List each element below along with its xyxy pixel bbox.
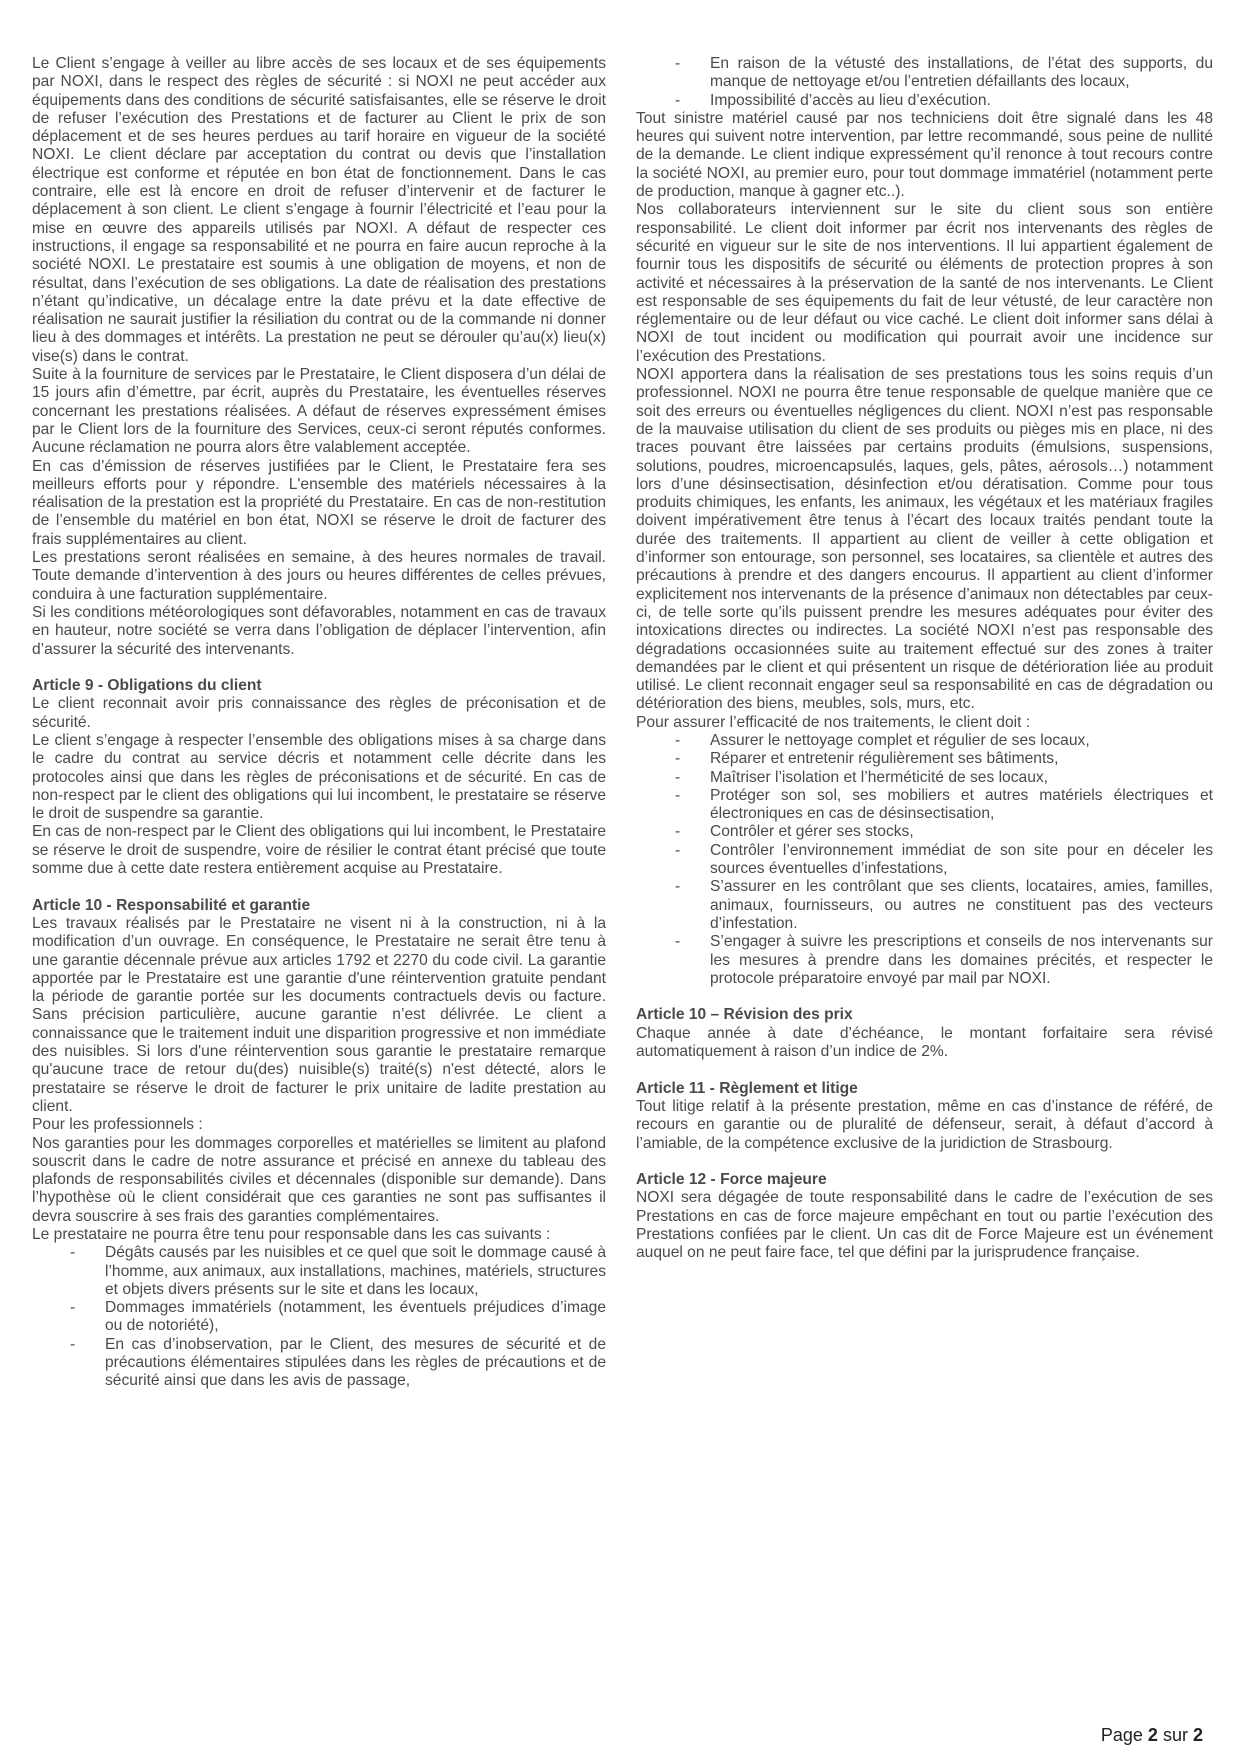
- list-item: - En raison de la vétusté des installations, de l’état des supports, du manque de nettoyage et/ou l’entretien défaillants des locaux,: [636, 55, 1213, 92]
- paragraph: Les prestations seront réalisées en semaine, à des heures normales de travail. Toute demande d’intervention à des jours ou heures différentes de celles prévues, conduira à une facturation supplémentaire.: [32, 549, 606, 603]
- paragraph: Suite à la fourniture de services par le Prestataire, le Client disposera d’un délai de 15 jours afin d’émettre, par écrit, auprès du Prestataire, les éventuelles réserves concernant les prestations réalisées. A défaut de réserves expressément émises par le Client lors de la fourniture des Services, ceux-ci seront réputés conformes. Aucune réclamation ne pourra alors être valablement acceptée.: [32, 366, 606, 457]
- paragraph: Tout litige relatif à la présente prestation, même en cas d’instance de référé, de recours en garantie ou de pluralité de défenseur, serait, à défaut d’accord à l’amiable, de la compétence exclusive de la juridiction de Strasbourg.: [636, 1097, 1213, 1152]
- article-12-heading: Article 12 - Force majeure: [636, 1171, 827, 1189]
- paragraph: En cas de non-respect par le Client des obligations qui lui incombent, le Prestataire se réserve le droit de suspendre, voire de résilier le contrat étant précisé que toute somme due à cette date restera entièrement acquise au Prestataire.: [32, 823, 606, 878]
- article-11-heading: Article 11 - Règlement et litige: [636, 1079, 858, 1097]
- paragraph: Le prestataire ne pourra être tenu pour responsable dans les cas suivants :: [32, 1226, 551, 1243]
- paragraph: Tout sinistre matériel causé par nos techniciens doit être signalé dans les 48 heures qui suivent notre intervention, par lettre recommandé, sous peine de nullité de la demande. Le client indique expressément qu’il renonce à tout recours contre la société NOXI, au premier euro, pour tout dommage immatériel (notamment perte de production, manque à gagner etc..).: [636, 109, 1213, 201]
- list-item: - Maîtriser l’isolation et l’herméticité de ses locaux,: [636, 769, 1213, 787]
- list-item: - Réparer et entretenir régulièrement ses bâtiments,: [636, 750, 1213, 768]
- page-number: [1101, 1725, 1203, 1746]
- list-item: - En cas d’inobservation, par le Client, des mesures de sécurité et de précautions élémentaires stipulées dans les règles de précautions et de sécurité ainsi que dans les avis de passage,: [32, 1336, 606, 1391]
- page-word: Page: [1100, 1725, 1143, 1745]
- list-item: - Protéger son sol, ses mobiliers et autres matériels électriques et électroniques en cas de désinsectisation,: [636, 787, 1213, 824]
- paragraph: NOXI apportera dans la réalisation de ses prestations tous les soins requis d’un professionnel. NOXI ne pourra être tenue responsable de quelque manière que ce soit des erreurs ou éventuelles négligences du client. NOXI n’est pas responsable de la mauvaise utilisation du client de ses produits ou pièges mis en place, ni des traces pouvant être laissées par certains produits (émulsions, suspensions, solutions, poudres, microencapsulés, laques, gels, pâtes, aérosols…) notamment lors d’une désinsectisation, désinfection et/ou dératisation. Comme pour tous produits chimiques, les enfants, les animaux, les végétaux et les matériaux fragiles doivent impérativement être tenus à l’écart des locaux traités pendant toute la durée des traitements. Il appartient au client de veiller à cette obligation et d’informer son entourage, son personnel, ses locataires, sa clientèle et autres des précautions à prendre et des dangers encourus. Il appartient au client d’informer explicitement nos intervenants de la présence d’animaux non détectables par ceux-ci, de telle sorte qu’ils puissent prendre les mesures adéquates pour éviter des intoxications directes ou indirectes. La société NOXI n’est pas responsable des dégradations occasionnées suite au traitement effectué sur des zones à traiter demandées par le client et qui présentent un risque de détérioration liée au produit utilisé. Le client reconnait engager seul sa responsabilité en cas de dégradation ou détérioration des biens, meubles, sols, murs, etc.: [636, 366, 1213, 713]
- article-9-heading: Article 9 - Obligations du client: [32, 677, 262, 695]
- article-10-price-heading: Article 10 – Révision des prix: [636, 1006, 853, 1024]
- list-item: - Impossibilité d’accès au lieu d’exécution.: [636, 92, 1213, 110]
- list-item: - Dommages immatériels (notamment, les éventuels préjudices d’image ou de notoriété),: [32, 1299, 606, 1336]
- paragraph: Chaque année à date d’échéance, le montant forfaitaire sera révisé automatiquement à raison d’un indice de 2%.: [636, 1024, 1213, 1061]
- client-duties-list: [636, 732, 1213, 988]
- liability-exclusions-list-continued: [636, 55, 1213, 110]
- list-item: - Dégâts causés par les nuisibles et ce quel que soit le dommage causé à l’homme, aux animaux, aux installations, machines, matériels, structures et objets divers présents sur le site et dans les locaux,: [32, 1244, 606, 1299]
- paragraph: Pour assurer l’efficacité de nos traitements, le client doit :: [636, 713, 1031, 731]
- paragraph: Nos garanties pour les dommages corporelles et matérielles se limitent au plafond souscrit dans le cadre de notre assurance et précisé en annexe du tableau des plafonds de responsabilités civiles et décennales (disponible sur demande). Dans l’hypothèse où le client considérait que ces garanties ne sont pas suffisantes il devra souscrire à ses frais des garanties complémentaires.: [32, 1134, 606, 1225]
- article-10-heading: Article 10 - Responsabilité et garantie: [32, 896, 311, 914]
- left-column: [32, 55, 606, 1391]
- paragraph: En cas d’émission de réserves justifiées par le Client, le Prestataire fera ses meilleurs efforts pour y répondre. L'ensemble des matériels nécessaires à la réalisation de la prestation est la propriété du Prestataire. En cas de non-restitution de l’ensemble du matériel en bon état, NOXI se réserve le droit de facturer des frais supplémentaires au client.: [32, 457, 606, 548]
- list-item: - Assurer le nettoyage complet et régulier de ses locaux,: [636, 732, 1213, 750]
- right-column: [636, 55, 1213, 1263]
- paragraph: Le Client s’engage à veiller au libre accès de ses locaux et de ses équipements par NOXI, dans le respect des règles de sécurité : si NOXI ne peut accéder aux équipements dans des conditions de sécurité satisfaisantes, elle se réserve le droit de refuser l’exécution des Prestations et de facturer au Client le prix de son déplacement et de ses heures perdues au tarif horaire en vigueur de la société NOXI. Le client déclare par acceptation du contrat ou devis que l’installation électrique est conforme et réputée en bon état de fonctionnement. Dans le cas contraire, elle est là encore en droit de refuser d’intervenir et de facturer le déplacement à son client. Le client s’engage à fournir l’électricité et l’eau pour la mise en œuvre des appareils utilisés par NOXI. A défaut de respecter ces instructions, il engage sa responsabilité et ne pourra en faire aucun reproche à la société NOXI. Le prestataire est soumis à une obligation de moyens, et non de résultat, dans l’exécution de ses obligations. La date de réalisation des prestations n’étant qu’indicative, un décalage entre la date prévu et la date effective de réalisation ne saurait justifier la résiliation du contrat ou de la commande ni donner lieu à des dommages et intérêts. La prestation ne peut se dérouler qu’au(x) lieu(x) vise(s) dans le contrat.: [32, 55, 606, 365]
- paragraph: Les travaux réalisés par le Prestataire ne visent ni à la construction, ni à la modification d’un ouvrage. En conséquence, le Prestataire ne serait être tenu à une garantie décennale prévue aux articles 1792 et 2270 du code civil. La garantie apportée par le Prestataire est une garantie d'une réintervention gratuite pendant la période de garantie portée sur les documents contractuels devis ou facture. Sans précision particulière, aucune garantie n’est délivrée. Le client a connaissance que le traitement induit une disparition progressive et non immédiate des nuisibles. Si lors d'une réintervention sous garantie le prestataire remarque qu'aucune trace de retour du(des) nuisible(s) traité(s) n'est détecté, alors le prestataire se réserve le droit de facturer le prix unitaire de ladite prestation au client.: [32, 914, 606, 1115]
- list-item: - S’assurer en les contrôlant que ses clients, locataires, amies, familles, animaux, fournisseurs, ou autres ne constituent pas des vecteurs d’infestation.: [636, 878, 1213, 933]
- of-word: sur: [1162, 1725, 1188, 1745]
- page-current: 2: [1147, 1725, 1158, 1745]
- page-total: 2: [1192, 1725, 1203, 1745]
- paragraph: Si les conditions météorologiques sont défavorables, notamment en cas de travaux en hauteur, notre société se verra dans l’obligation de déplacer l’intervention, afin d’assurer la sécurité des intervenants.: [32, 603, 606, 658]
- paragraph: Nos collaborateurs interviennent sur le site du client sous son entière responsabilité. Le client doit informer par écrit nos intervenants des règles de sécurité en vigueur sur le site de nos interventions. Il lui appartient également de fournir tous les dispositifs de sécurité ou éléments de protection propres à son activité et nécessaires à la préservation de la santé de nos intervenants. Le Client est responsable de ses équipements du fait de leur vétusté, de leur caractère non réglementaire ou de leur défaut ou vice caché. Le client doit informer sans délai à NOXI de tout incident ou modification qui pourrait avoir une incidence sur l’exécution des Prestations.: [636, 201, 1213, 365]
- paragraph: Le client s’engage à respecter l’ensemble des obligations mises à sa charge dans le cadre du contrat au service décris et notamment celle décrite dans les protocoles ainsi que dans les règles de préconisations et de sécurité. En cas de non-respect par le client des obligations qui lui incombent, le prestataire se réserve le droit de suspendre sa garantie.: [32, 731, 606, 823]
- list-item: - S’engager à suivre les prescriptions et conseils de nos intervenants sur les mesures à prendre dans les domaines précités, et respecter le protocole préparatoire envoyé par mail par NOXI.: [636, 933, 1213, 988]
- paragraph: Pour les professionnels :: [32, 1116, 203, 1134]
- paragraph: Le client reconnait avoir pris connaissance des règles de préconisation et de sécurité.: [32, 695, 606, 731]
- list-item: - Contrôler et gérer ses stocks,: [636, 823, 1213, 841]
- paragraph: NOXI sera dégagée de toute responsabilité dans le cadre de l’exécution de ses Prestations en cas de force majeure empêchant en tout ou partie l’exécution des Prestations confiées par le client. Un cas dit de Force Majeure est un événement auquel on ne peut faire face, tel que défini par la jurisprudence française.: [636, 1189, 1213, 1262]
- list-item: - Contrôler l’environnement immédiat de son site pour en déceler les sources éventuelles d’infestations,: [636, 842, 1213, 879]
- liability-exclusions-list: [32, 1244, 606, 1390]
